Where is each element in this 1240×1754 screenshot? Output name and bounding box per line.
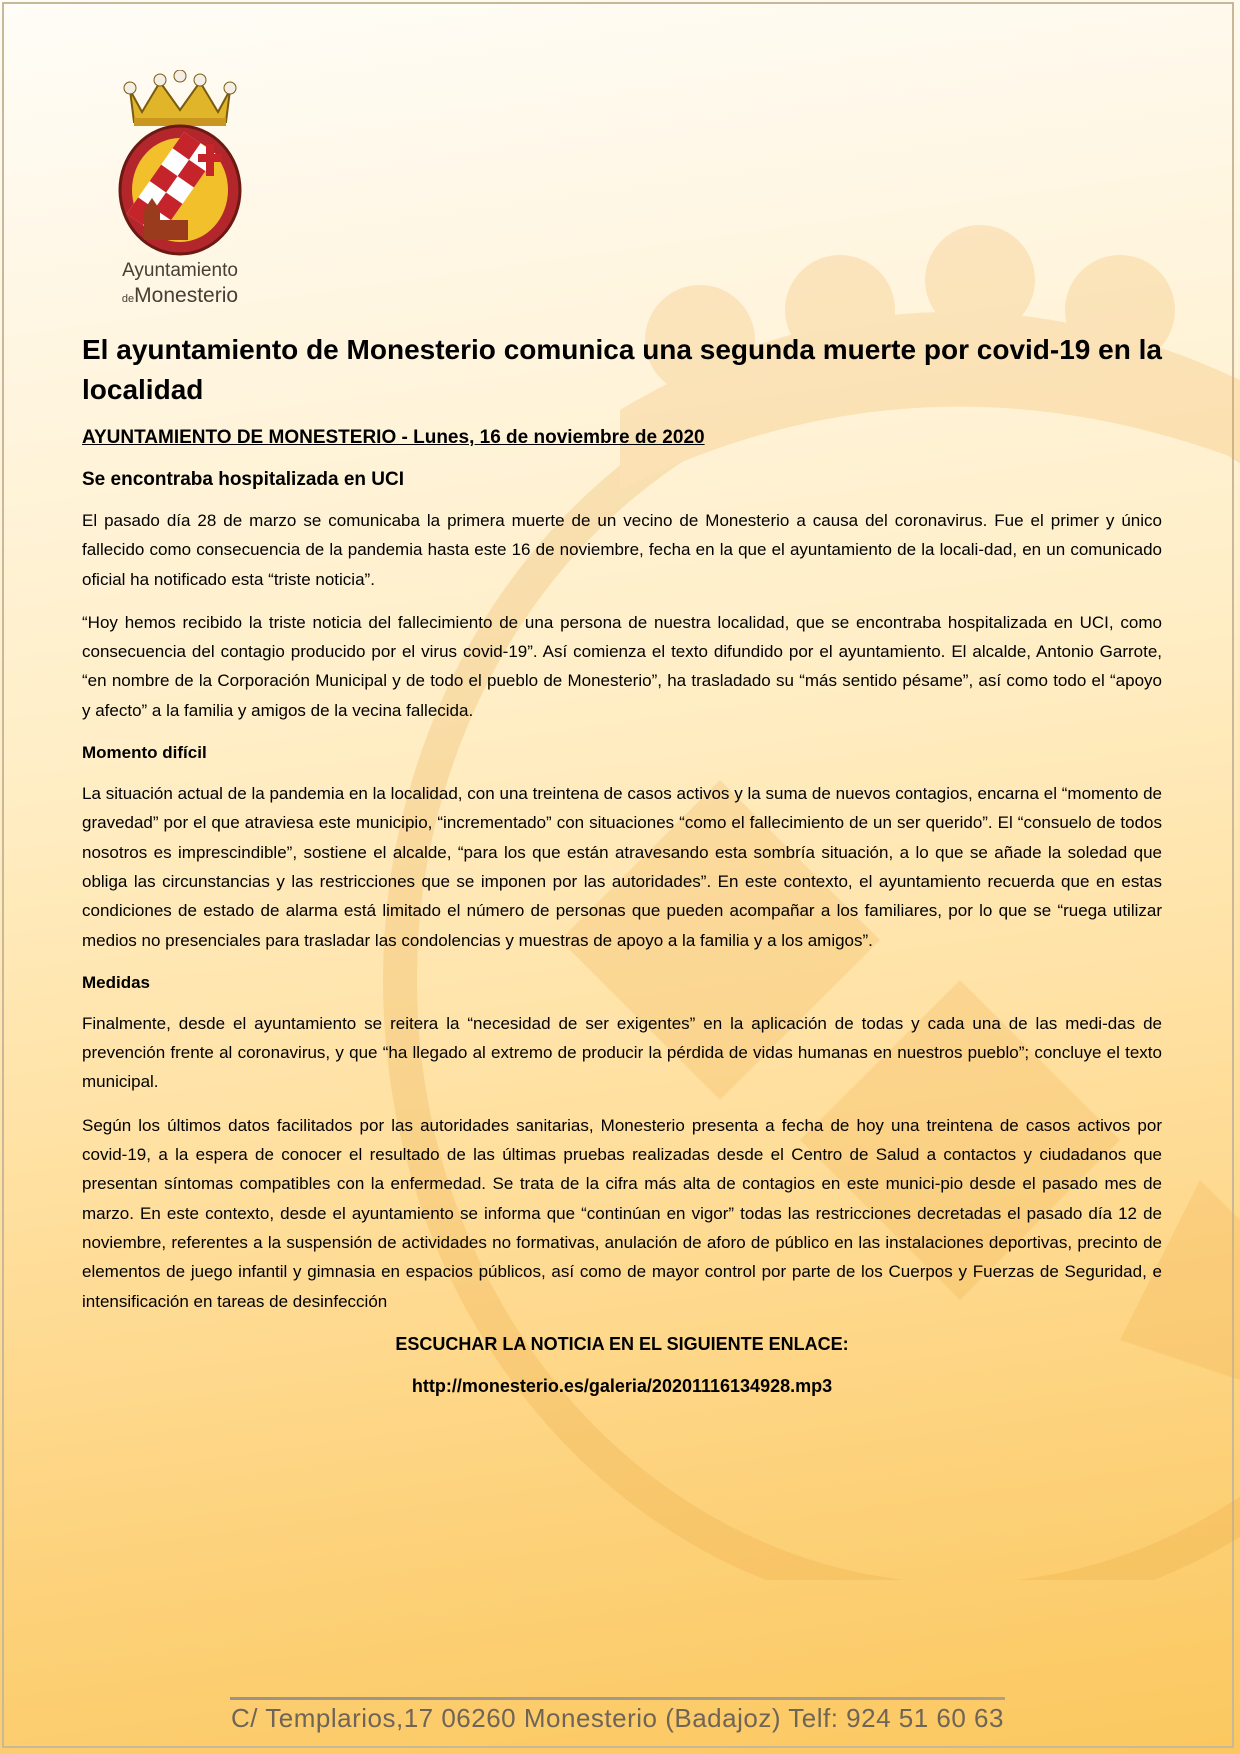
audio-link[interactable]: http://monesterio.es/galeria/20201116134928.mp3 (411, 1375, 833, 1396)
article-paragraph: Según los últimos datos facilitados por las autoridades sanitarias, Monesterio presenta a fecha de hoy una treintena de casos activos por covid-19, a la espera de conocer el resultado de las últimas pruebas realizadas desde el Centro de Salud a contactos y ciudadanos que presentan síntomas compatibles con la enfermedad. Se trata de la cifra más alta de contagios en este munici-pio desde el pasado mes de marzo. En este contexto, desde el ayuntamiento se informa que “continúan en vigor” todas las restricciones decretadas el pasado día 12 de noviembre, referentes a la suspensión de actividades no formativas, anulación de aforo de público en las instalaciones deportivas, precinto de elementos de juego infantil y gimnasia en espacios públicos, así como de mayor control por parte de los Cuerpos y Fuerzas de Seguridad, e intensificación en tareas de desinfección (82, 1115, 1162, 1311)
municipal-logo (110, 70, 250, 307)
section-heading-medidas: Medidas (82, 972, 151, 992)
article-title: El ayuntamiento de Monesterio comunica una segunda muerte por covid-19 en la localidad (82, 334, 1162, 405)
footer-address: C/ Templarios,17 06260 Monesterio (Badajoz) Telf: 924 51 60 63 (231, 1703, 1004, 1733)
article-dateline: AYUNTAMIENTO DE MONESTERIO - Lunes, 16 de noviembre de 2020 (82, 427, 705, 448)
listen-call-to-action: ESCUCHAR LA NOTICIA EN EL SIGUIENTE ENLACE: (395, 1333, 849, 1354)
article-subtitle: Se encontraba hospitalizada en UCI (82, 469, 405, 490)
article (82, 330, 1162, 1400)
article-paragraph: La situación actual de la pandemia en la localidad, con una treintena de casos activos y la suma de nuevos contagios, encarna el “momento de gravedad” por el que atraviesa este municipio, “incrementado” con situaciones “como el fallecimiento de un ser querido”. El “consuelo de todos nosotros es imprescindible”, sostiene el alcalde, “para los que están atravesando esta sombría situación, a lo que se añade la soledad que obliga las circunstancias y las restricciones que se imponen por las autoridades”. En este contexto, el ayuntamiento recuerda que en estas condiciones de estado de alarma está limitado el número de personas que pueden acompañar a los familiares, por lo que se “ruega utilizar medios no presenciales para trasladar las condolencias y muestras de apoyo a la familia y a los amigos”. (82, 784, 1162, 950)
logo-text-name: Monesterio (134, 284, 239, 307)
logo-text-ayuntamiento: Ayuntamiento (122, 260, 238, 281)
section-heading-momento-dificil: Momento difícil (82, 743, 207, 763)
footer-divider (230, 1697, 1005, 1700)
logo-text-de: de (121, 293, 135, 305)
article-paragraph: El pasado día 28 de marzo se comunicaba la primera muerte de un vecino de Monesterio a causa del coronavirus. Fue el primer y único fallecido como consecuencia de la pandemia hasta este 16 de noviembre, fecha en la que el ayuntamiento de la locali-dad, en un comunicado oficial ha notificado esta “triste noticia”. (82, 511, 1162, 589)
logo-text-monesterio (110, 284, 250, 308)
coat-of-arms-icon (110, 70, 250, 260)
article-paragraph: Finalmente, desde el ayuntamiento se reitera la “necesidad de ser exigentes” en la aplicación de todas y cada una de las medi-das de prevención frente al coronavirus, y que “ha llegado al extremo de producir la pérdida de vidas humanas en nuestros pueblo”; concluye el texto municipal. (82, 1013, 1162, 1092)
article-paragraph: “Hoy hemos recibido la triste noticia del fallecimiento de una persona de nuestra localidad, que se encontraba hospitalizada en UCI, como consecuencia del contagio producido por el virus covid-19”. Así comienza el texto difundido por el ayuntamiento. El alcalde, Antonio Garrote, “en nombre de la Corporación Municipal y de todo el pueblo de Monesterio”, ha trasladado su “más sentido pésame”, así como todo el “apoyo y afecto” a la familia y amigos de la vecina fallecida. (82, 612, 1162, 720)
